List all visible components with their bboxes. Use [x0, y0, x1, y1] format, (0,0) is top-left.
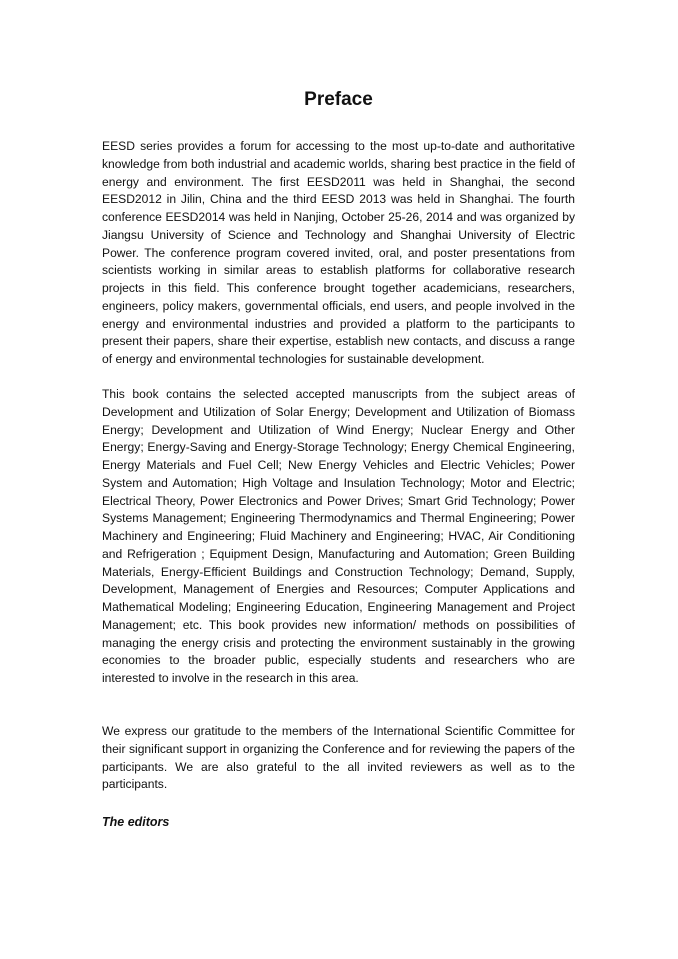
preface-paragraph-book-contents: This book contains the selected accepted manuscripts from the subject areas of Development and Utilization of Solar Energy; Development and Utilization of Biomass Energy; Development and Utilization of Wind Energy; Nuclear Energy and Other Energy; Energy-Saving and Energy-Storage Technology; Energy Chemical Engineering, Energy Materials and Fuel Cell; New Energy Vehicles and Electric Vehicles; Power System and Automation; High Voltage and Insulation Technology; Motor and Electric; Electrical Theory, Power Electronics and Power Drives; Smart Grid Technology; Power Systems Management; Engineering Thermodynamics and Thermal Engineering; Power Machinery and Engineering; Fluid Machinery and Engineering; HVAC, Air Conditioning and Refrigeration ; Equipment Design, Manufacturing and Automation; Green Building Materials, Energy-Efficient Buildings and Construction Technology; Demand, Supply, Development, Management of Energies and Resources; Computer Applications and Mathematical Modeling; Engineering Education, Engineering Management and Project Management; etc. This book provides new information/ methods on possibilities of managing the energy crisis and protecting the environment sustainably in the growing economies to the broader public, especially students and researchers who are interested to involve in the research in this area.: [102, 387, 575, 685]
preface-paragraph-acknowledgements: We express our gratitude to the members of the International Scientific Committee for their significant support in organizing the Conference and for reviewing the papers of the participants. We are also grateful to the all invited reviewers as well as to the participants.: [102, 724, 575, 792]
page-title: Preface: [304, 89, 373, 110]
editors-signature: The editors: [102, 815, 170, 829]
preface-paragraph-conference-series: EESD series provides a forum for accessing to the most up-to-date and authoritative knowledge from both industrial and academic worlds, sharing best practice in the field of energy and environment. The first EESD2011 was held in Shanghai, the second EESD2012 in Jilin, China and the third EESD 2013 was held in Shanghai. The fourth conference EESD2014 was held in Nanjing, October 25-26, 2014 and was organized by Jiangsu University of Science and Technology and Shanghai University of Electric Power. The conference program covered invited, oral, and poster presentations from scientists working in similar areas to establish platforms for collaborative research projects in this field. This conference brought together academicians, researchers, engineers, policy makers, governmental officials, end users, and people involved in the energy and environmental industries and provided a platform to the participants to present their papers, share their expertise, establish new contacts, and discuss a range of energy and environmental technologies for sustainable development.: [102, 139, 575, 366]
